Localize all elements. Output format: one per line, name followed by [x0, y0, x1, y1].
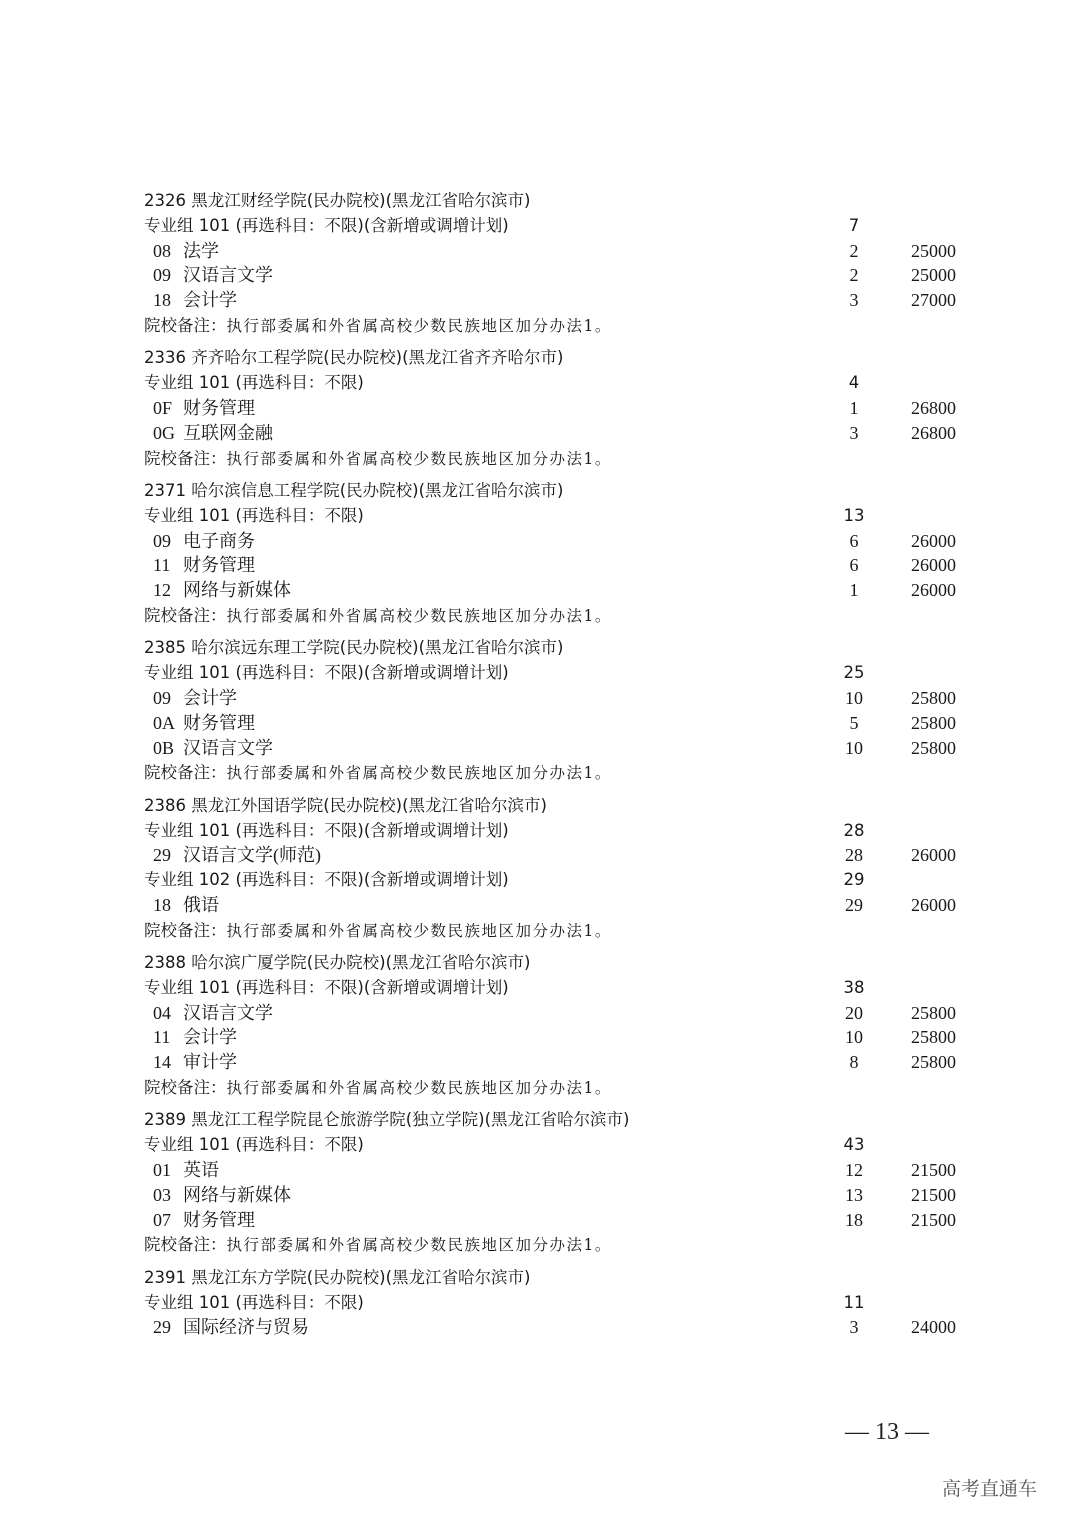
major-name: 汉语言文学 [183, 737, 273, 758]
major-name: 审计学 [183, 1052, 237, 1073]
group-row [144, 661, 964, 686]
major-row [144, 578, 964, 603]
major-row [144, 843, 964, 868]
major-row [144, 1001, 964, 1026]
major-name: 财务管理 [183, 712, 255, 733]
school-note [144, 313, 964, 338]
major-fee: 25800 [911, 1052, 956, 1073]
major-count: 18 [845, 1209, 863, 1230]
group-count: 43 [843, 1135, 865, 1155]
major-row [144, 1158, 964, 1183]
group-label: 专业组 101 (再选科目：不限)(含新增或调增计划) [144, 820, 509, 840]
school-title: 2388 哈尔滨广厦学院(民办院校)(黑龙江省哈尔滨市) [144, 953, 531, 973]
school-title: 2386 黑龙江外国语学院(民办院校)(黑龙江省哈尔滨市) [144, 795, 547, 815]
note-label: 院校备注： [144, 605, 227, 625]
major-fee: 27000 [911, 290, 956, 311]
major-code: 29 [153, 1317, 171, 1338]
school-title: 2371 哈尔滨信息工程学院(民办院校)(黑龙江省哈尔滨市) [144, 480, 564, 500]
group-count: 13 [843, 505, 865, 525]
major-fee: 25000 [911, 240, 956, 261]
major-row [144, 421, 964, 446]
major-count: 5 [849, 712, 859, 733]
school-note [144, 1232, 964, 1257]
note-label: 院校备注： [144, 315, 227, 335]
group-row [144, 868, 964, 893]
major-count: 8 [849, 1052, 859, 1073]
major-name: 汉语言文学 [183, 1002, 273, 1023]
major-code: 18 [153, 290, 171, 311]
major-count: 1 [849, 397, 859, 418]
major-fee: 26000 [911, 555, 956, 576]
major-name: 英语 [183, 1160, 219, 1181]
major-code: 0F [153, 397, 173, 418]
group-row [144, 1291, 964, 1316]
school-title: 2326 黑龙江财经学院(民办院校)(黑龙江省哈尔滨市) [144, 191, 531, 210]
group-label: 专业组 101 (再选科目：不限)(含新增或调增计划) [144, 215, 509, 235]
major-name: 网络与新媒体 [183, 1184, 291, 1205]
group-count: 7 [848, 215, 860, 235]
school-block [144, 346, 964, 470]
major-count: 13 [845, 1184, 863, 1205]
major-fee: 25000 [911, 265, 956, 286]
major-fee: 26000 [911, 894, 956, 915]
major-count: 6 [849, 530, 859, 551]
major-fee: 25800 [911, 1002, 956, 1023]
major-name: 汉语言文学(师范) [183, 845, 321, 866]
group-label: 专业组 101 (再选科目：不限) [144, 1135, 364, 1155]
major-row [144, 1050, 964, 1075]
note-label: 院校备注： [144, 1078, 227, 1098]
group-row [144, 371, 964, 396]
major-count: 3 [849, 290, 859, 311]
major-row [144, 686, 964, 711]
school-block [144, 636, 964, 785]
group-count: 38 [843, 977, 865, 997]
group-label: 专业组 102 (再选科目：不限)(含新增或调增计划) [144, 870, 509, 890]
major-name: 会计学 [183, 687, 237, 708]
major-fee: 26800 [911, 422, 956, 443]
major-fee: 25800 [911, 712, 956, 733]
major-fee: 21500 [911, 1184, 956, 1205]
major-fee: 21500 [911, 1209, 956, 1230]
note-text: 执行部委属和外省属高校少数民族地区加分办法1。 [226, 449, 612, 468]
note-label: 院校备注： [144, 763, 227, 783]
group-label: 专业组 101 (再选科目：不限) [144, 1292, 364, 1312]
major-code: 01 [153, 1160, 171, 1181]
page-number: — 13 — [845, 1419, 929, 1445]
group-count: 28 [843, 820, 865, 840]
major-row [144, 553, 964, 578]
major-row [144, 1183, 964, 1208]
major-fee: 24000 [911, 1317, 956, 1338]
major-count: 12 [845, 1160, 863, 1181]
note-text: 执行部委属和外省属高校少数民族地区加分办法1。 [226, 316, 612, 335]
major-code: 11 [153, 555, 171, 576]
major-code: 09 [153, 530, 171, 551]
school-note [144, 446, 964, 471]
note-text: 执行部委属和外省属高校少数民族地区加分办法1。 [226, 764, 612, 783]
group-row [144, 1133, 964, 1158]
major-fee: 25800 [911, 687, 956, 708]
major-row [144, 263, 964, 288]
major-row [144, 711, 964, 736]
major-name: 电子商务 [183, 530, 255, 551]
major-code: 09 [153, 687, 171, 708]
major-count: 10 [845, 737, 863, 758]
group-row [144, 214, 964, 239]
major-code: 11 [153, 1027, 171, 1048]
major-row [144, 893, 964, 918]
group-label: 专业组 101 (再选科目：不限)(含新增或调增计划) [144, 663, 509, 683]
note-text: 执行部委属和外省属高校少数民族地区加分办法1。 [226, 1236, 612, 1255]
major-row [144, 288, 964, 313]
major-name: 汉语言文学 [183, 265, 273, 286]
major-code: 04 [153, 1002, 171, 1023]
major-count: 10 [845, 687, 863, 708]
major-count: 29 [845, 894, 863, 915]
major-code: 14 [153, 1052, 171, 1073]
major-fee: 26000 [911, 845, 956, 866]
group-row [144, 819, 964, 844]
group-count: 11 [843, 1292, 865, 1312]
school-title: 2336 齐齐哈尔工程学院(民办院校)(黑龙江省齐齐哈尔市) [144, 348, 564, 368]
group-count: 25 [843, 663, 865, 683]
group-label: 专业组 101 (再选科目：不限)(含新增或调增计划) [144, 977, 509, 997]
school-note [144, 603, 964, 628]
school-block [144, 794, 964, 943]
major-row [144, 239, 964, 264]
major-count: 2 [849, 240, 859, 261]
major-code: 12 [153, 580, 171, 601]
major-code: 08 [153, 240, 171, 261]
major-fee: 26000 [911, 580, 956, 601]
major-code: 18 [153, 894, 171, 915]
major-fee: 26800 [911, 397, 956, 418]
group-label: 专业组 101 (再选科目：不限) [144, 373, 364, 393]
school-block [144, 189, 964, 338]
note-label: 院校备注： [144, 920, 227, 940]
note-text: 执行部委属和外省属高校少数民族地区加分办法1。 [226, 921, 612, 940]
watermark: 高考直通车 [942, 1478, 1038, 1500]
school-block [144, 1266, 964, 1340]
major-fee: 25800 [911, 737, 956, 758]
major-count: 3 [849, 422, 859, 443]
major-row [144, 1208, 964, 1233]
major-count: 1 [849, 580, 859, 601]
major-row [144, 1315, 964, 1340]
major-name: 财务管理 [183, 555, 255, 576]
note-label: 院校备注： [144, 448, 227, 468]
major-count: 6 [849, 555, 859, 576]
major-row [144, 1025, 964, 1050]
note-text: 执行部委属和外省属高校少数民族地区加分办法1。 [226, 1079, 612, 1098]
group-row [144, 976, 964, 1001]
major-row [144, 396, 964, 421]
major-name: 会计学 [183, 1027, 237, 1048]
note-label: 院校备注： [144, 1235, 227, 1255]
school-block [144, 479, 964, 628]
group-row [144, 504, 964, 529]
major-count: 3 [849, 1317, 859, 1338]
note-text: 执行部委属和外省属高校少数民族地区加分办法1。 [226, 606, 612, 625]
major-fee: 26000 [911, 530, 956, 551]
major-code: 03 [153, 1184, 171, 1205]
major-code: 0B [153, 737, 175, 758]
school-title: 2389 黑龙江工程学院昆仑旅游学院(独立学院)(黑龙江省哈尔滨市) [144, 1110, 630, 1130]
major-name: 俄语 [183, 894, 219, 915]
major-name: 网络与新媒体 [183, 580, 291, 601]
major-count: 20 [845, 1002, 863, 1023]
major-name: 法学 [183, 240, 219, 261]
major-code: 0A [153, 712, 175, 733]
group-count: 4 [848, 373, 860, 393]
major-name: 互联网金融 [183, 422, 273, 443]
major-count: 28 [845, 845, 863, 866]
major-row [144, 529, 964, 554]
major-code: 07 [153, 1209, 171, 1230]
major-name: 财务管理 [183, 1209, 255, 1230]
school-title: 2391 黑龙江东方学院(民办院校)(黑龙江省哈尔滨市) [144, 1267, 531, 1287]
major-fee: 21500 [911, 1160, 956, 1181]
group-label: 专业组 101 (再选科目：不限) [144, 505, 364, 525]
group-count: 29 [843, 870, 865, 890]
major-count: 10 [845, 1027, 863, 1048]
major-name: 财务管理 [183, 397, 255, 418]
school-title: 2385 哈尔滨远东理工学院(民办院校)(黑龙江省哈尔滨市) [144, 638, 564, 658]
major-name: 会计学 [183, 290, 237, 311]
school-block [144, 951, 964, 1100]
school-note [144, 1075, 964, 1100]
school-note [144, 918, 964, 943]
admission-plan-list [144, 189, 964, 1349]
school-block [144, 1108, 964, 1257]
major-count: 2 [849, 265, 859, 286]
major-row [144, 736, 964, 761]
major-code: 29 [153, 845, 171, 866]
major-fee: 25800 [911, 1027, 956, 1048]
school-note [144, 760, 964, 785]
major-code: 09 [153, 265, 171, 286]
major-code: 0G [153, 422, 175, 443]
major-name: 国际经济与贸易 [183, 1317, 309, 1338]
